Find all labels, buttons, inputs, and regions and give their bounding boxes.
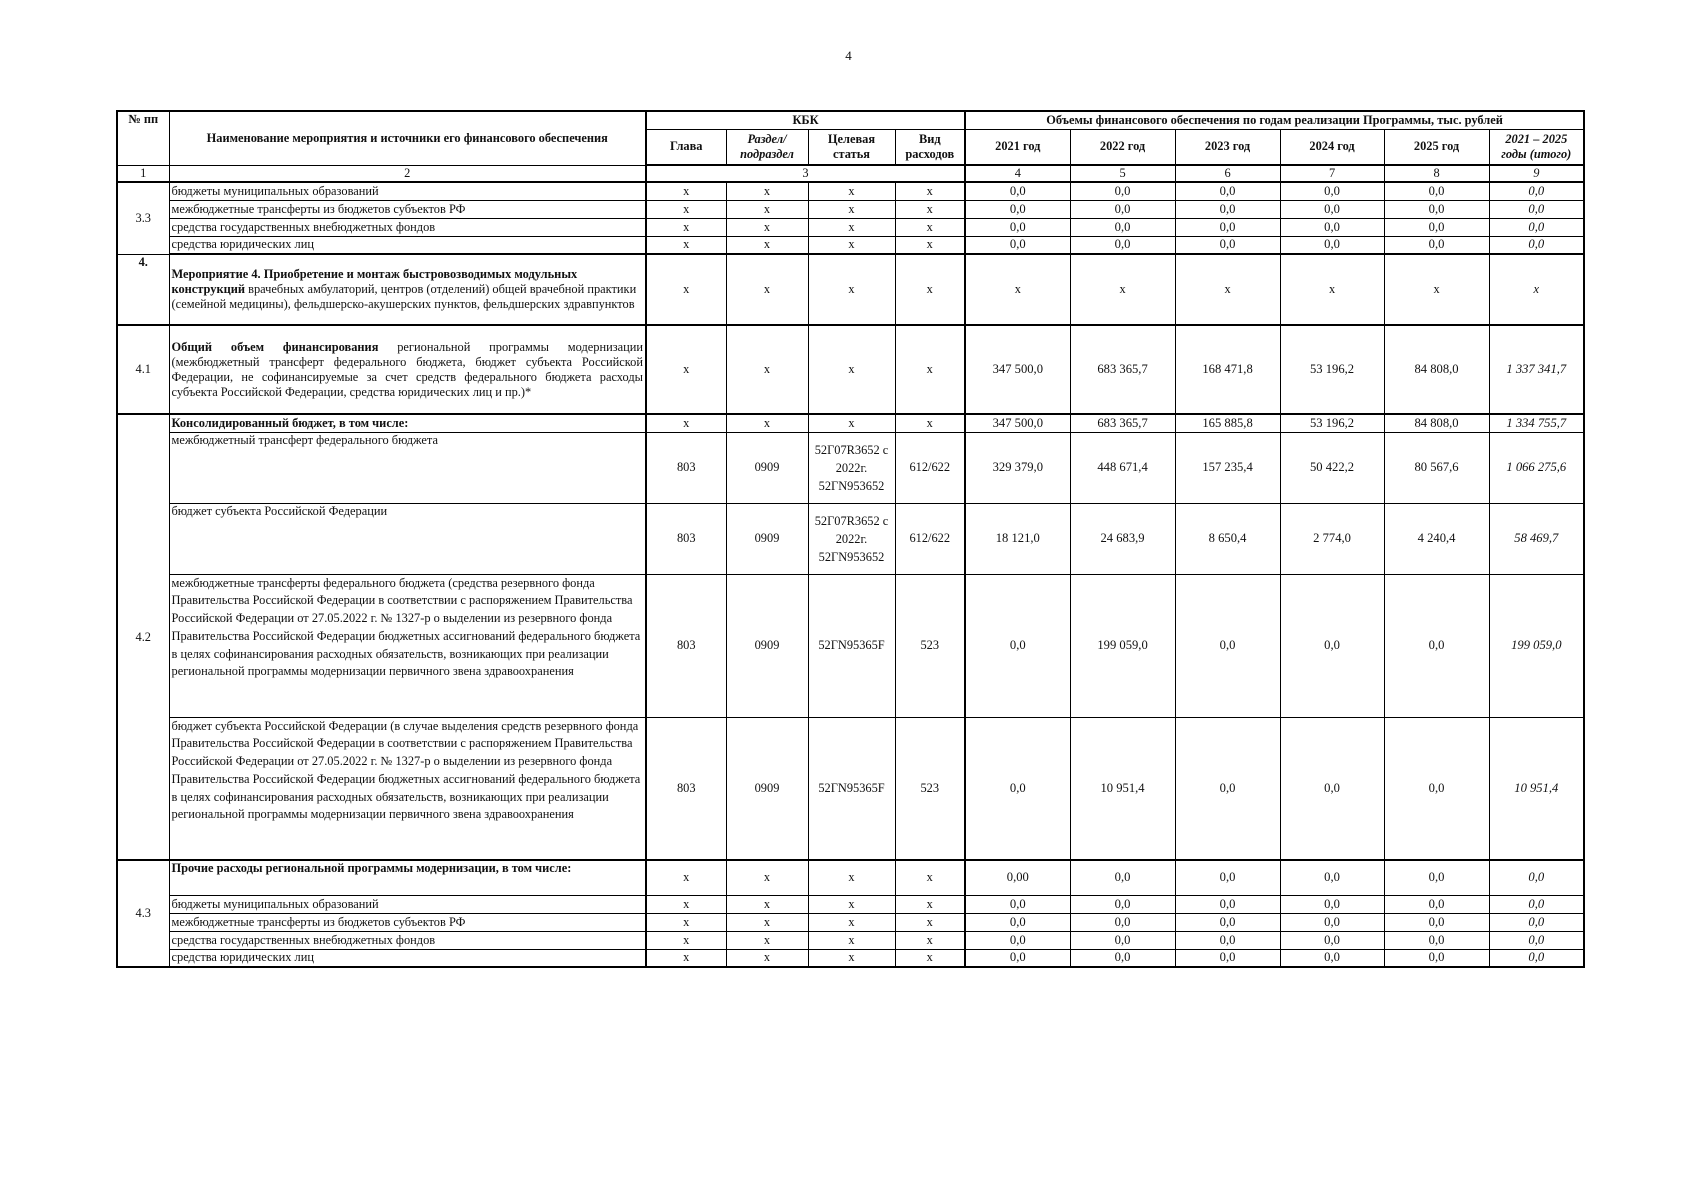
cell: х bbox=[646, 913, 726, 931]
header-name: Наименование мероприятия и источники его финансового обеспечения bbox=[169, 111, 646, 165]
cell: 0,0 bbox=[965, 200, 1070, 218]
cell: 0,0 bbox=[965, 895, 1070, 913]
cell: 0,0 bbox=[1070, 860, 1175, 895]
cell: 0,0 bbox=[1384, 895, 1489, 913]
row-name-rest: врачебных амбулаторий, центров (отделений) общей врачебной практики (семейной медицины), фельдшерско-акушерских пунктов, фельдшерских здравпунктов bbox=[171, 282, 637, 311]
cell: 0,0 bbox=[1070, 949, 1175, 967]
cell: х bbox=[895, 895, 965, 913]
cell: х bbox=[808, 200, 895, 218]
cell-razdel: 0909 bbox=[726, 432, 808, 503]
cell: 0,0 bbox=[1384, 236, 1489, 254]
cell: 0,0 bbox=[1175, 895, 1280, 913]
cell: х bbox=[965, 254, 1070, 325]
cell: х bbox=[726, 182, 808, 200]
cell: 8 650,4 bbox=[1175, 503, 1280, 574]
cell-total: 0,0 bbox=[1489, 860, 1584, 895]
cell: 199 059,0 bbox=[1070, 574, 1175, 717]
row-name: межбюджетные трансферты из бюджетов субъектов РФ bbox=[169, 913, 646, 931]
cell: 0,0 bbox=[1175, 860, 1280, 895]
cell: х bbox=[895, 254, 965, 325]
cell-razdel: 0909 bbox=[726, 574, 808, 717]
cell: 84 808,0 bbox=[1384, 325, 1489, 414]
cell-glava: 803 bbox=[646, 574, 726, 717]
cell: 0,0 bbox=[1384, 949, 1489, 967]
row-name: бюджеты муниципальных образований bbox=[169, 895, 646, 913]
cell: 0,0 bbox=[1280, 913, 1384, 931]
row-number: 4. bbox=[117, 254, 169, 325]
header-2022: 2022 год bbox=[1070, 129, 1175, 165]
cell: 0,0 bbox=[1175, 931, 1280, 949]
row-name bbox=[169, 254, 646, 325]
cell: 0,0 bbox=[1384, 200, 1489, 218]
cell: х bbox=[726, 236, 808, 254]
row-name: межбюджетные трансферты из бюджетов субъектов РФ bbox=[169, 200, 646, 218]
cell: 0,0 bbox=[1280, 200, 1384, 218]
cell: х bbox=[1280, 254, 1384, 325]
cell: 0,0 bbox=[965, 913, 1070, 931]
cell: х bbox=[646, 254, 726, 325]
cell-total: 1 066 275,6 bbox=[1489, 432, 1584, 503]
cell: х bbox=[726, 218, 808, 236]
cell-celevaya: 52Г07R3652 с 2022г. 52ГN953652 bbox=[808, 503, 895, 574]
cell: х bbox=[808, 218, 895, 236]
cell: 0,0 bbox=[1280, 931, 1384, 949]
cell-total: 0,0 bbox=[1489, 218, 1584, 236]
cell-total: 0,0 bbox=[1489, 913, 1584, 931]
cell: х bbox=[646, 182, 726, 200]
cell: 683 365,7 bbox=[1070, 414, 1175, 432]
cell: 0,0 bbox=[965, 182, 1070, 200]
header-2023: 2023 год bbox=[1175, 129, 1280, 165]
row-name-bold: Общий объем финансирования bbox=[171, 339, 379, 354]
cell: х bbox=[726, 895, 808, 913]
cell: х bbox=[1384, 254, 1489, 325]
row-name: средства государственных внебюджетных фондов bbox=[169, 931, 646, 949]
cell: 0,0 bbox=[1280, 717, 1384, 860]
cell: 53 196,2 bbox=[1280, 325, 1384, 414]
cell: 0,0 bbox=[1175, 218, 1280, 236]
cell-vid: 612/622 bbox=[895, 432, 965, 503]
cell: 0,0 bbox=[1384, 931, 1489, 949]
cell: х bbox=[808, 325, 895, 414]
row-name: средства юридических лиц bbox=[169, 949, 646, 967]
cell: х bbox=[646, 236, 726, 254]
cell: 84 808,0 bbox=[1384, 414, 1489, 432]
cell-vid: 523 bbox=[895, 717, 965, 860]
cell: 0,0 bbox=[1384, 717, 1489, 860]
row-number: 4.1 bbox=[117, 325, 169, 414]
cell-vid: 612/622 bbox=[895, 503, 965, 574]
cell: 0,0 bbox=[1175, 913, 1280, 931]
cell: х bbox=[726, 860, 808, 895]
cell-razdel: 0909 bbox=[726, 717, 808, 860]
cell: 10 951,4 bbox=[1070, 717, 1175, 860]
cell: 18 121,0 bbox=[965, 503, 1070, 574]
row-name: бюджет субъекта Российской Федерации (в случае выделения средств резервного фонда Правительства Российской Федерации в соответствии с распоряжением Правительства Российской Федерации от 27.05.2022 г. № 1327-р о выделении из резервного фонда Правительства Российской Федерации бюджетных ассигнований федерального бюджета в целях софинансирования расходных обязательств, возникающих при реализации региональной программы модернизации первичного звена здравоохранения bbox=[169, 717, 646, 860]
cell: х bbox=[646, 200, 726, 218]
row-name-bold: Мероприятие 4. Приобретение и монтаж быстровозводимых модульных конструкций bbox=[171, 267, 578, 296]
cell-total: 0,0 bbox=[1489, 200, 1584, 218]
row-name: бюджет субъекта Российской Федерации bbox=[169, 503, 646, 574]
cell-razdel: 0909 bbox=[726, 503, 808, 574]
cell-total: 58 469,7 bbox=[1489, 503, 1584, 574]
cell: х bbox=[808, 414, 895, 432]
cell: 0,0 bbox=[1175, 236, 1280, 254]
page-number: 4 bbox=[845, 48, 852, 63]
cell: х bbox=[808, 949, 895, 967]
cell: х bbox=[646, 931, 726, 949]
header-2025: 2025 год bbox=[1384, 129, 1489, 165]
cell: х bbox=[895, 931, 965, 949]
cell: 0,0 bbox=[1175, 182, 1280, 200]
header-vid: Вид расходов bbox=[895, 129, 965, 165]
row-number: 4.3 bbox=[117, 860, 169, 967]
cell-total: 199 059,0 bbox=[1489, 574, 1584, 717]
cell: х bbox=[895, 182, 965, 200]
row-number: 4.2 bbox=[117, 414, 169, 860]
cell-total: 0,0 bbox=[1489, 236, 1584, 254]
financing-table bbox=[116, 110, 1585, 968]
cell-vid: 523 bbox=[895, 574, 965, 717]
colnum-3: 3 bbox=[646, 165, 965, 182]
cell: х bbox=[646, 218, 726, 236]
cell: х bbox=[1070, 254, 1175, 325]
cell: 0,0 bbox=[965, 218, 1070, 236]
cell: 0,0 bbox=[1280, 860, 1384, 895]
colnum-4: 4 bbox=[965, 165, 1070, 182]
cell: х bbox=[1175, 254, 1280, 325]
cell: 0,0 bbox=[1070, 913, 1175, 931]
colnum-2: 2 bbox=[169, 165, 646, 182]
cell: 0,0 bbox=[1280, 949, 1384, 967]
cell-celevaya: 52ГN95365F bbox=[808, 574, 895, 717]
cell: 329 379,0 bbox=[965, 432, 1070, 503]
header-total: 2021 – 2025 годы (итого) bbox=[1489, 129, 1584, 165]
cell: 0,0 bbox=[1070, 236, 1175, 254]
cell: х bbox=[808, 254, 895, 325]
cell-total: 0,0 bbox=[1489, 949, 1584, 967]
header-nn: № пп bbox=[117, 111, 169, 165]
cell: х bbox=[808, 913, 895, 931]
cell: х bbox=[895, 236, 965, 254]
row-name: бюджеты муниципальных образований bbox=[169, 182, 646, 200]
cell: 0,0 bbox=[1280, 182, 1384, 200]
cell-total: 10 951,4 bbox=[1489, 717, 1584, 860]
cell: 0,0 bbox=[1070, 218, 1175, 236]
cell: х bbox=[726, 325, 808, 414]
cell: 0,0 bbox=[1384, 860, 1489, 895]
cell-glava: 803 bbox=[646, 432, 726, 503]
cell: х bbox=[895, 325, 965, 414]
cell: 0,0 bbox=[1070, 895, 1175, 913]
cell-celevaya: 52Г07R3652 с 2022г. 52ГN953652 bbox=[808, 432, 895, 503]
cell: 0,0 bbox=[1384, 182, 1489, 200]
cell: х bbox=[646, 860, 726, 895]
cell-total: 0,0 bbox=[1489, 895, 1584, 913]
header-2021: 2021 год bbox=[965, 129, 1070, 165]
cell: х bbox=[808, 860, 895, 895]
cell: 0,0 bbox=[1280, 574, 1384, 717]
header-volumes: Объемы финансового обеспечения по годам реализации Программы, тыс. рублей bbox=[965, 111, 1584, 129]
cell: 0,0 bbox=[1384, 574, 1489, 717]
cell: 24 683,9 bbox=[1070, 503, 1175, 574]
cell: 0,0 bbox=[1175, 200, 1280, 218]
cell: 50 422,2 bbox=[1280, 432, 1384, 503]
cell: 157 235,4 bbox=[1175, 432, 1280, 503]
cell-total: 1 337 341,7 bbox=[1489, 325, 1584, 414]
cell-total: х bbox=[1489, 254, 1584, 325]
cell: 0,0 bbox=[1070, 182, 1175, 200]
cell-celevaya: 52ГN95365F bbox=[808, 717, 895, 860]
row-number: 3.3 bbox=[117, 182, 169, 254]
cell: х bbox=[726, 254, 808, 325]
cell: х bbox=[895, 949, 965, 967]
header-2024: 2024 год bbox=[1280, 129, 1384, 165]
cell: 0,0 bbox=[1280, 218, 1384, 236]
colnum-8: 8 bbox=[1384, 165, 1489, 182]
cell: 0,0 bbox=[965, 236, 1070, 254]
cell: х bbox=[726, 931, 808, 949]
row-name: средства юридических лиц bbox=[169, 236, 646, 254]
cell: х bbox=[808, 895, 895, 913]
cell: х bbox=[808, 931, 895, 949]
cell: 347 500,0 bbox=[965, 414, 1070, 432]
colnum-7: 7 bbox=[1280, 165, 1384, 182]
cell: х bbox=[895, 200, 965, 218]
colnum-1: 1 bbox=[117, 165, 169, 182]
row-name: средства государственных внебюджетных фондов bbox=[169, 218, 646, 236]
cell: 0,0 bbox=[1175, 574, 1280, 717]
cell: х bbox=[895, 218, 965, 236]
row-name bbox=[169, 325, 646, 414]
header-celevaya: Целевая статья bbox=[808, 129, 895, 165]
cell: х bbox=[646, 949, 726, 967]
cell: 0,0 bbox=[965, 931, 1070, 949]
cell: х bbox=[726, 200, 808, 218]
cell: 0,0 bbox=[1070, 200, 1175, 218]
cell: х bbox=[895, 860, 965, 895]
cell: 0,0 bbox=[1384, 913, 1489, 931]
cell: х bbox=[646, 325, 726, 414]
cell: 0,0 bbox=[965, 574, 1070, 717]
cell-glava: 803 bbox=[646, 503, 726, 574]
cell: х bbox=[726, 949, 808, 967]
cell: х bbox=[808, 236, 895, 254]
cell-glava: 803 bbox=[646, 717, 726, 860]
header-razdel: Раздел/ подраздел bbox=[726, 129, 808, 165]
cell: х bbox=[808, 182, 895, 200]
header-kbk: КБК bbox=[646, 111, 965, 129]
cell-total: 1 334 755,7 bbox=[1489, 414, 1584, 432]
cell: 0,0 bbox=[1384, 218, 1489, 236]
cell: 0,0 bbox=[965, 717, 1070, 860]
cell: 80 567,6 bbox=[1384, 432, 1489, 503]
cell: 448 671,4 bbox=[1070, 432, 1175, 503]
cell: 0,0 bbox=[1070, 931, 1175, 949]
cell: 0,0 bbox=[1175, 717, 1280, 860]
cell: 4 240,4 bbox=[1384, 503, 1489, 574]
row-name-rest: региональной программы модернизации (межбюджетный трансферт федерального бюджета, бюджет субъекта Российской Федерации, не софинансируемые за счет средств федерального бюджета расходы субъекта Российской Федерации, средства юридических лиц и пр.)* bbox=[171, 339, 643, 399]
row-name: межбюджетные трансферты федерального бюджета (средства резервного фонда Правительства Российской Федерации в соответствии с распоряжением Правительства Российской Федерации от 27.05.2022 г. № 1327-р о выделении из резервного фонда Правительства Российской Федерации бюджетных ассигнований федерального бюджета в целях софинансирования расходных обязательств, возникающих при реализации региональной программы модернизации первичного звена здравоохранения bbox=[169, 574, 646, 717]
cell: х bbox=[895, 414, 965, 432]
cell: 2 774,0 bbox=[1280, 503, 1384, 574]
colnum-6: 6 bbox=[1175, 165, 1280, 182]
cell-total: 0,0 bbox=[1489, 931, 1584, 949]
cell: 683 365,7 bbox=[1070, 325, 1175, 414]
cell-total: 0,0 bbox=[1489, 182, 1584, 200]
cell: х bbox=[646, 895, 726, 913]
cell: х bbox=[726, 913, 808, 931]
cell: х bbox=[646, 414, 726, 432]
cell: 0,0 bbox=[1175, 949, 1280, 967]
cell: 0,00 bbox=[965, 860, 1070, 895]
cell: х bbox=[726, 414, 808, 432]
row-name: межбюджетный трансферт федерального бюджета bbox=[169, 432, 646, 503]
cell: х bbox=[895, 913, 965, 931]
cell: 168 471,8 bbox=[1175, 325, 1280, 414]
cell: 347 500,0 bbox=[965, 325, 1070, 414]
colnum-9: 9 bbox=[1489, 165, 1584, 182]
cell: 0,0 bbox=[965, 949, 1070, 967]
cell: 53 196,2 bbox=[1280, 414, 1384, 432]
cell: 165 885,8 bbox=[1175, 414, 1280, 432]
cell: 0,0 bbox=[1280, 895, 1384, 913]
row-name: Прочие расходы региональной программы модернизации, в том числе: bbox=[169, 860, 646, 895]
colnum-5: 5 bbox=[1070, 165, 1175, 182]
row-name: Консолидированный бюджет, в том числе: bbox=[169, 414, 646, 432]
cell: 0,0 bbox=[1280, 236, 1384, 254]
header-glava: Глава bbox=[646, 129, 726, 165]
